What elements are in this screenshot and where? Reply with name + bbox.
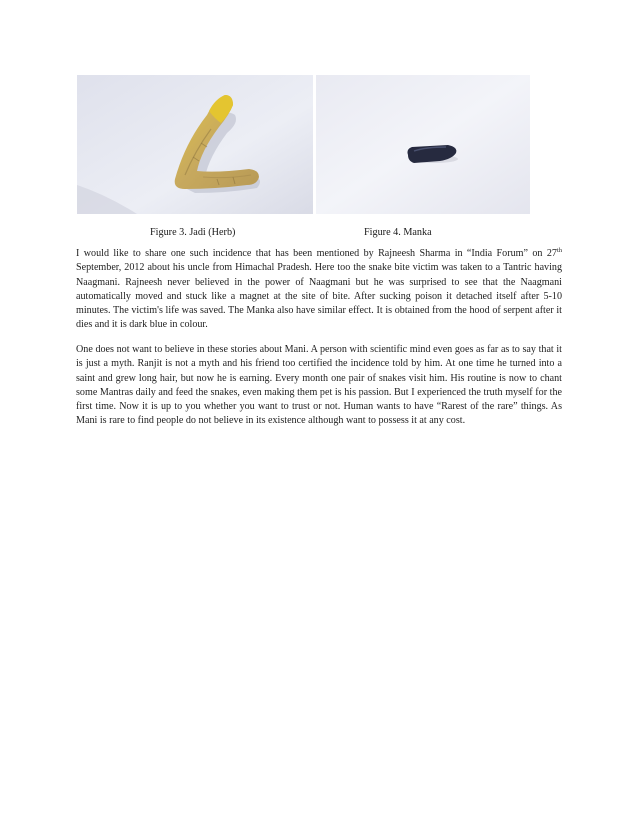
paragraph-1 — [76, 247, 562, 333]
figure-4-photo — [316, 75, 530, 214]
ordinal-superscript: th — [556, 247, 562, 254]
figure-3-caption: Figure 3. Jadi (Herb) — [150, 227, 236, 238]
manka-stone-icon — [316, 75, 530, 214]
herb-root-icon — [77, 75, 313, 214]
paragraph-2: One does not want to believe in these stories about Mani. A person with scientific mind even goes as far as to say that it is just a myth. Ranjit is not a myth and his friend too certified the incidence told by him. At one time he turned into a saint and grew long hair, but now he is earning. Every month one pair of snakes visit him. His routine is now to chant some Mantras daily and feed the snakes, even making them pet is his passion. But I experienced the truth myself for the first time. Now it is up to you whether you want to trust or not. Human wants to have “Rarest of the rare” things. As Mani is rare to find people do not believe in its existence although want to possess it at any cost. — [76, 344, 562, 427]
figure-4-caption: Figure 4. Manka — [364, 227, 432, 238]
paragraph-1-text-start: I would like to share one such incidence that has been mentioned by Rajneesh Sharma in “India Forum” on 27 — [76, 248, 557, 259]
figure-3-photo — [77, 75, 313, 214]
paragraph-1-text-end: September, 2012 about his uncle from Himachal Pradesh. Here too the snake bite victim was taken to a Tantric having Naagmani. Rajneesh never believed in the power of Naagmani but he was surprised to see that the Naagmani automatically moved and stuck like a magnet at the site of bite. After sucking poison it detached itself after 5-10 minutes. The victim's life was saved. The Manka also have similar effect. It is obtained from the hood of serpent after it dies and it is dark blue in colour. — [76, 262, 562, 331]
